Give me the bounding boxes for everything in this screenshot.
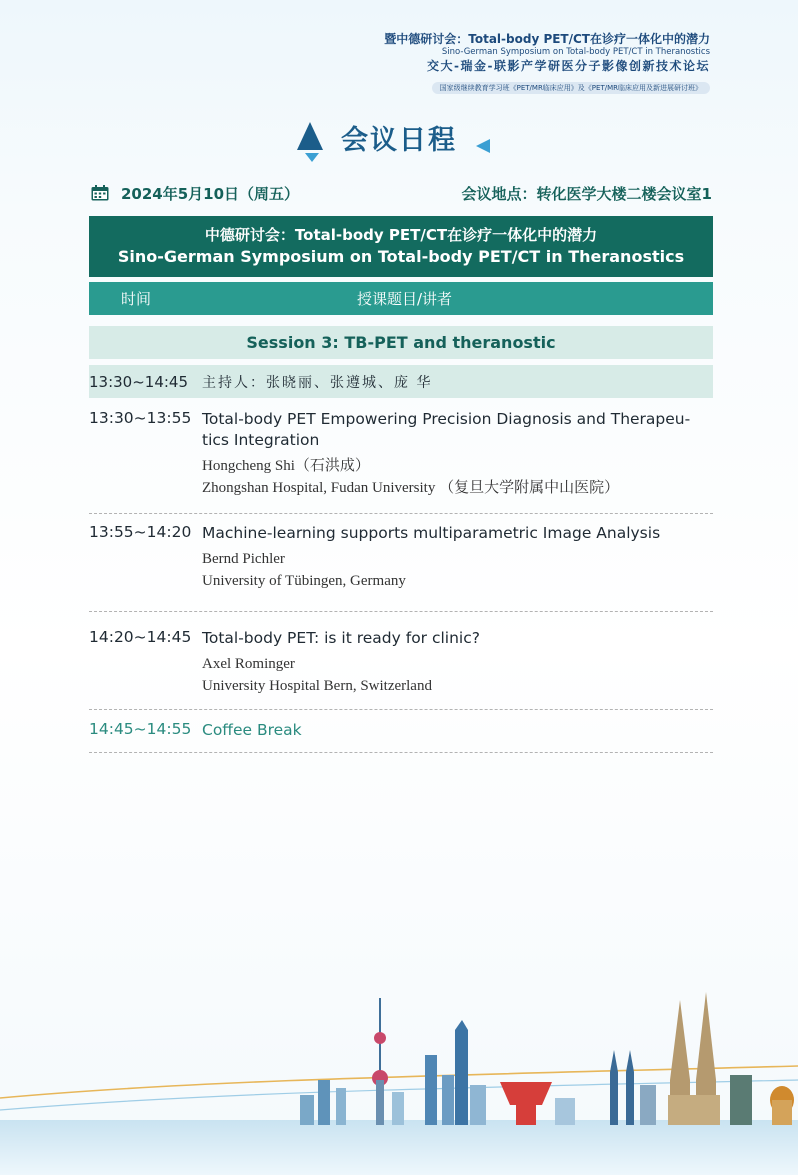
break-row xyxy=(89,720,713,741)
session-title: Session 3: TB-PET and theranostic xyxy=(89,326,713,359)
banner-title-zh: 中德研讨会：Total-body PET/CT在诊疗一体化中的潜力 xyxy=(204,226,598,244)
talk-row xyxy=(89,409,713,499)
break-title: Coffee Break xyxy=(202,721,302,739)
talk-title: Total-body PET Empowering Precision Diagnosis and Therapeu-tics Integration xyxy=(202,410,691,449)
row-divider xyxy=(89,752,713,753)
column-time: 时间 xyxy=(121,290,152,308)
talk-affiliation: University of Tübingen, Germany xyxy=(202,573,406,589)
row-divider xyxy=(89,513,713,514)
talk-affiliation: Zhongshan Hospital, Fudan University （复旦大学附属中山医院） xyxy=(202,480,620,496)
talk-speaker: Bernd Pichler xyxy=(202,551,285,567)
meeting-date: 2024年5月10日（周五） xyxy=(121,184,300,203)
header-line-1: 暨中德研讨会：Total-body PET/CT在诊疗一体化中的潜力 xyxy=(384,32,710,46)
city-skyline-illustration xyxy=(0,980,798,1175)
column-topic: 授课题目/讲者 xyxy=(357,290,453,308)
chair-names: 主持人：张晓丽、张遵城、庞 华 xyxy=(202,374,433,391)
header-line-3: 交大-瑞金-联影产学研医分子影像创新技术论坛 xyxy=(427,59,710,73)
talk-speaker: Axel Rominger xyxy=(202,656,295,672)
calendar-icon xyxy=(91,185,109,201)
page-title: 会议日程 xyxy=(341,125,457,156)
session-chair-row xyxy=(89,365,713,398)
talk-time: 13:30~13:55 xyxy=(89,409,192,427)
header-line-2: Sino-German Symposium on Total-body PET/CT in Theranostics xyxy=(441,47,710,57)
row-divider xyxy=(89,709,713,710)
talk-time: 14:20~14:45 xyxy=(89,628,192,646)
meeting-info xyxy=(91,180,712,206)
talk-row xyxy=(89,628,713,697)
break-time: 14:45~14:55 xyxy=(89,720,192,738)
symposium-banner xyxy=(89,216,713,277)
header-line-4: 国家级继续教育学习班《PET/MR临床应用》及《PET/MR临床应用及新进展研讨班》 xyxy=(432,82,710,94)
talk-affiliation: University Hospital Bern, Switzerland xyxy=(202,678,432,694)
row-divider xyxy=(89,611,713,612)
talk-row xyxy=(89,523,713,592)
triangle-ornament-icon xyxy=(476,139,490,153)
schedule-column-header xyxy=(89,282,713,315)
talk-time: 13:55~14:20 xyxy=(89,523,192,541)
talk-title: Total-body PET: is it ready for clinic? xyxy=(202,629,480,647)
chair-time: 13:30~14:45 xyxy=(89,372,189,391)
talk-speaker: Hongcheng Shi（石洪成） xyxy=(202,458,370,474)
banner-title-en: Sino-German Symposium on Total-body PET/CT in Theranostics xyxy=(117,247,685,266)
title-area xyxy=(0,118,798,157)
talk-title: Machine-learning supports multiparametric Image Analysis xyxy=(202,524,661,542)
event-header xyxy=(384,32,710,94)
meeting-location: 会议地点：转化医学大楼二楼会议室1 xyxy=(461,184,712,203)
